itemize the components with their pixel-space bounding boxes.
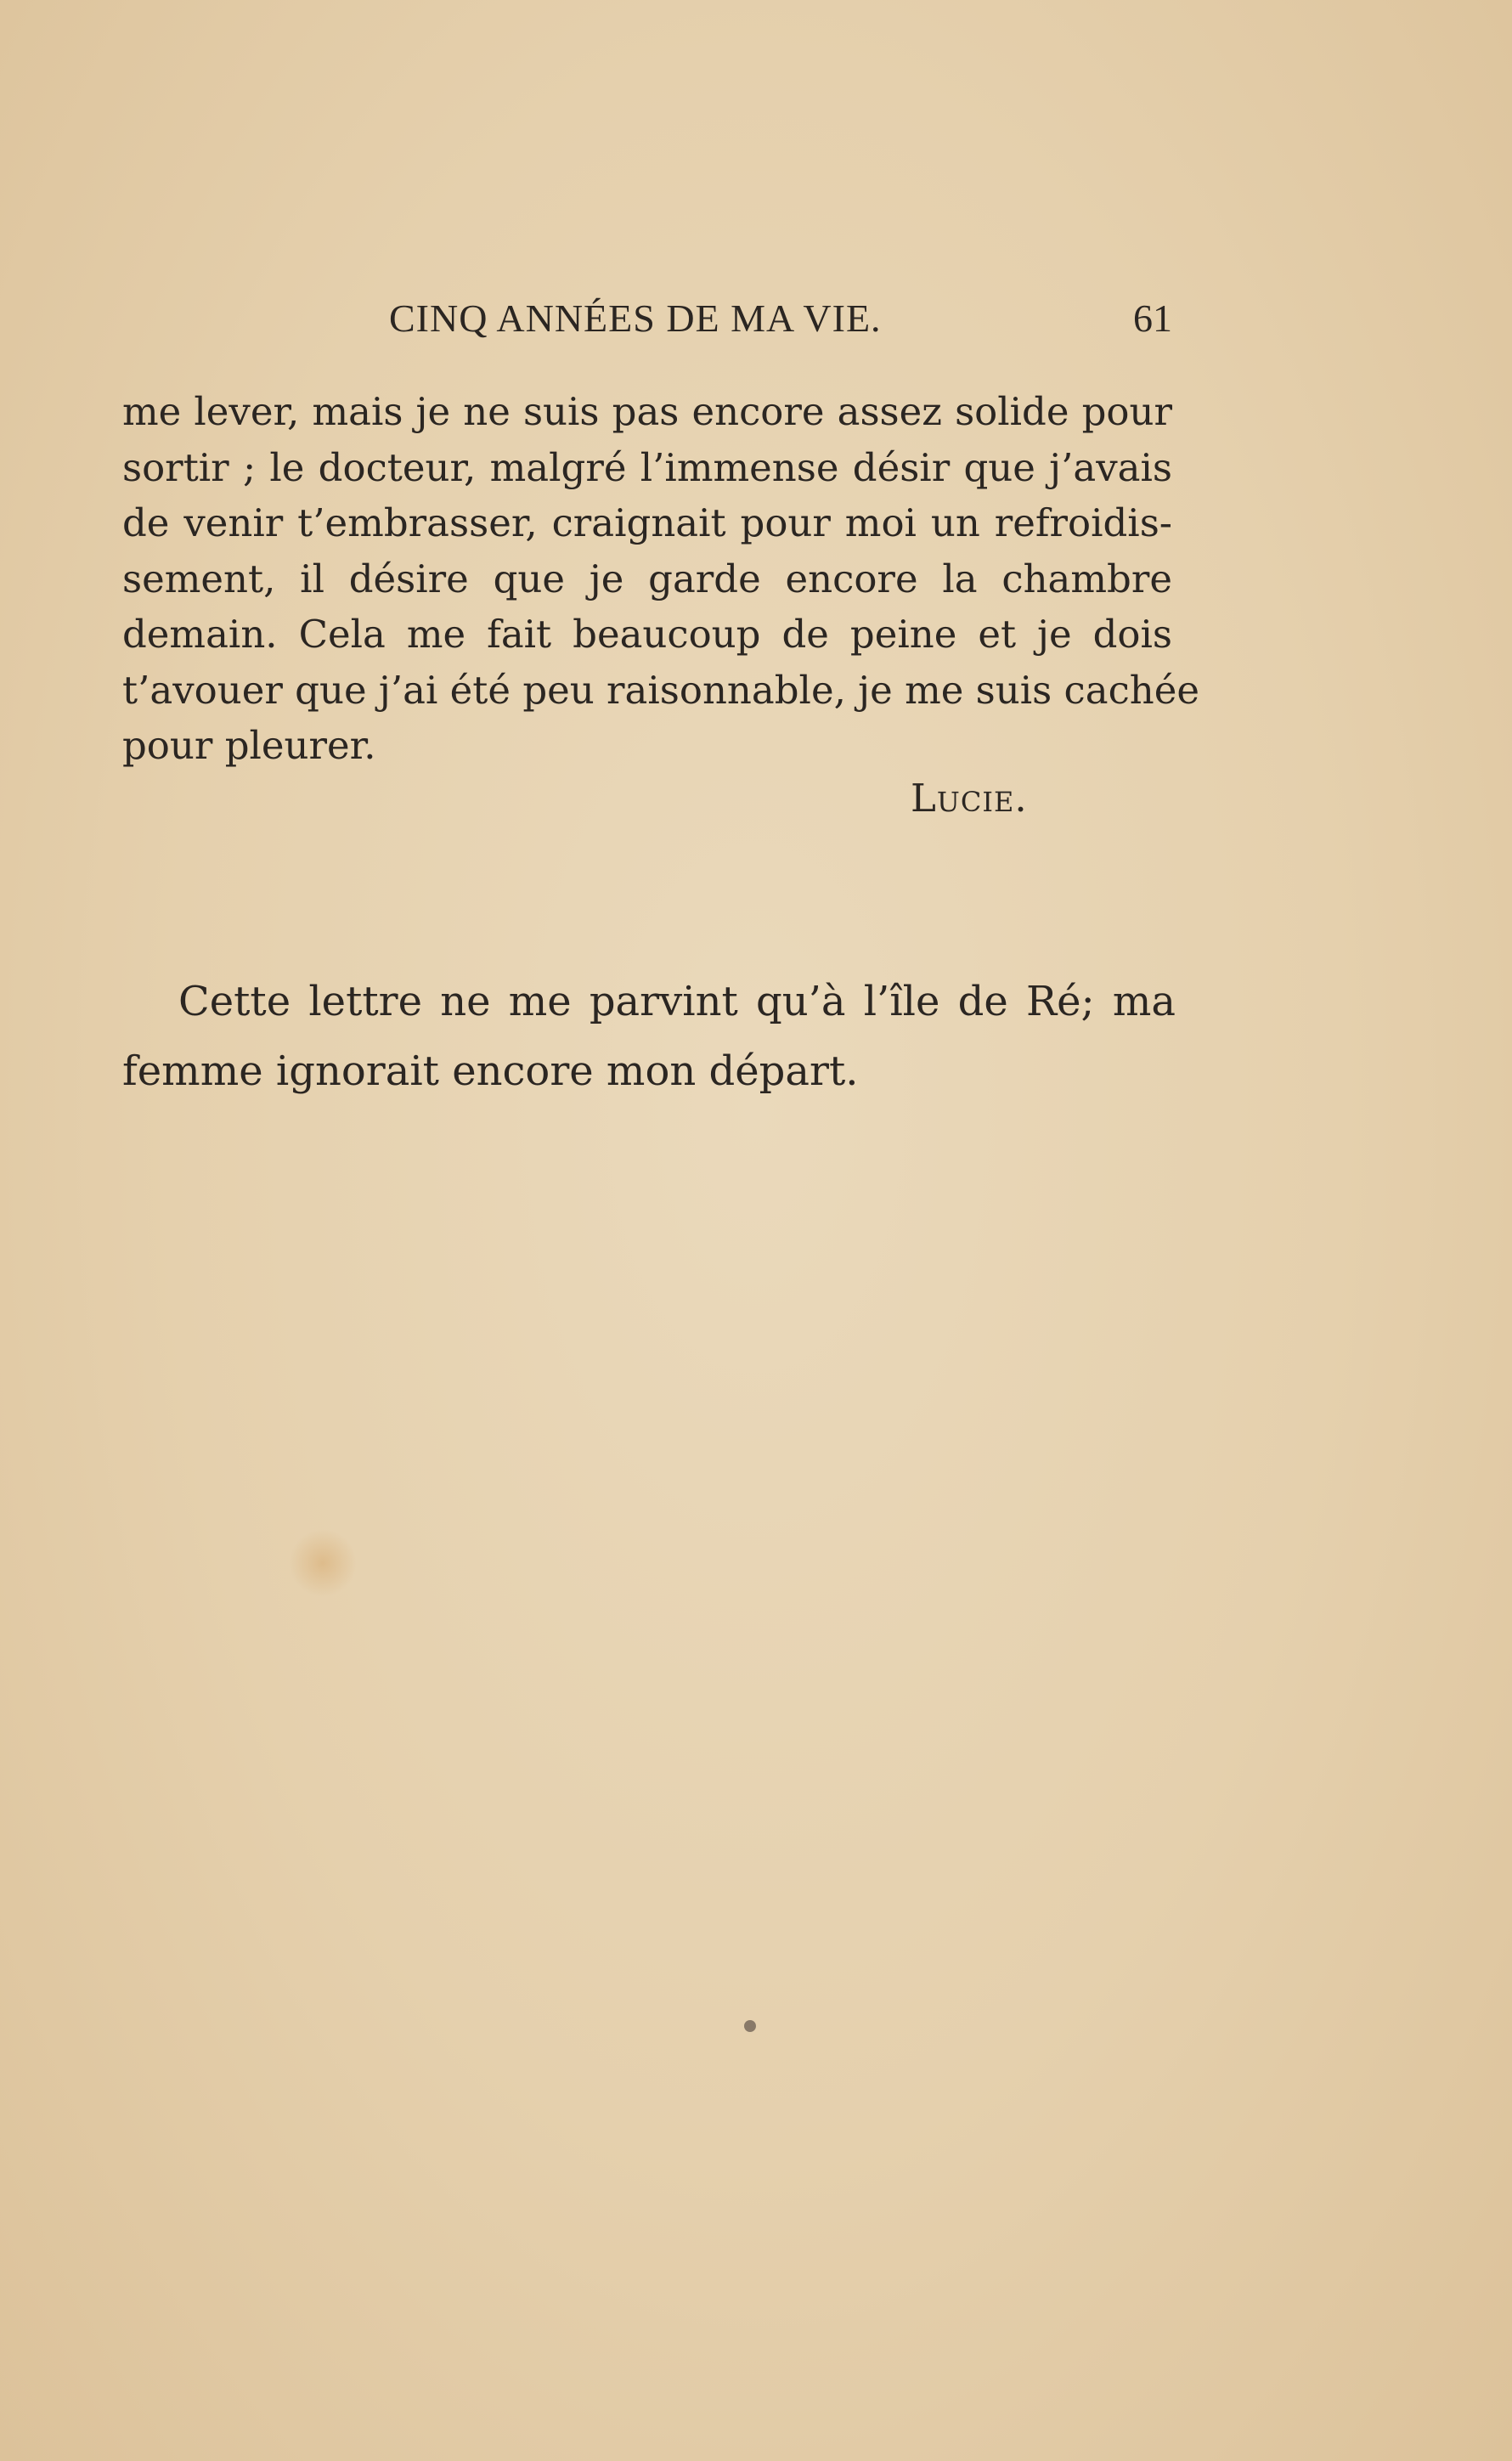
running-head (119, 296, 1172, 347)
letter-line: pour pleurer. (122, 723, 376, 768)
letter-line: de venir t’embrasser, craignait pour moi un refroidis- (122, 500, 1172, 545)
page-number: 61 (1133, 296, 1172, 340)
ink-speck (744, 2020, 756, 2032)
narrative-line: Cette lettre ne me parvint qu’à l’île de Ré; ma (178, 978, 1176, 1025)
narrative-line: femme ignorait encore mon départ. (122, 1047, 859, 1095)
letter-line: sement, il désire que je garde encore la chambre (122, 556, 1172, 601)
paper-stain (289, 1529, 357, 1597)
letter-signature: Lucie. (911, 776, 1028, 821)
narrative-paragraph (122, 967, 1176, 1106)
letter-line: t’avouer que j’ai été peu raisonnable, je me suis cachée (122, 667, 1200, 713)
running-title: CINQ ANNÉES DE MA VIE. (389, 296, 882, 340)
letter-line: sortir ; le docteur, malgré l’immense désir que j’avais (122, 444, 1172, 490)
letter-text (122, 384, 1200, 774)
letter-line: demain. Cela me fait beaucoup de peine et je dois (122, 612, 1172, 657)
letter-line: me lever, mais je ne suis pas encore assez solide pour (122, 389, 1172, 434)
